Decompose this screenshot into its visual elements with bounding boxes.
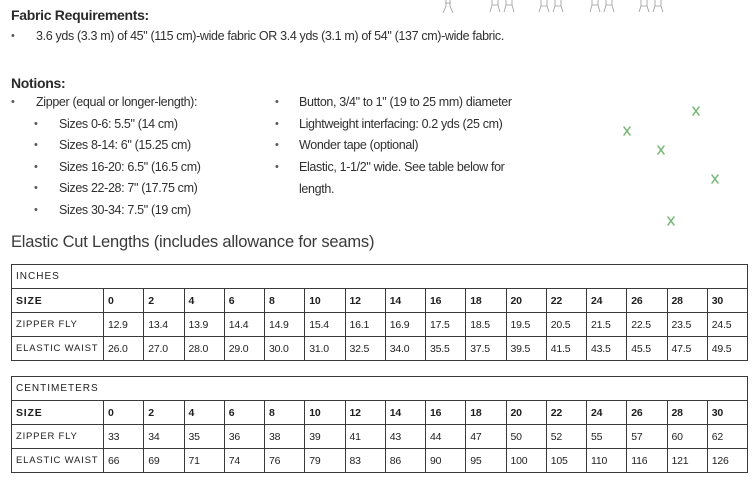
value-cell: 34.0	[385, 337, 425, 361]
value-cell: 29.0	[224, 337, 264, 361]
size-cell: 4	[184, 401, 224, 425]
notion-zipper: Zipper (equal or longer-length):	[36, 95, 198, 109]
elastic-table-centimeters	[11, 376, 748, 473]
value-cell: 52	[546, 425, 586, 449]
size-cell: 24	[587, 289, 627, 313]
unit-label: CENTIMETERS	[12, 377, 748, 401]
table-row	[12, 313, 748, 337]
size-cell: 20	[506, 289, 546, 313]
size-cell: 26	[627, 401, 667, 425]
value-cell: 23.5	[667, 313, 707, 337]
value-cell: 22.5	[627, 313, 667, 337]
size-cell: 4	[184, 289, 224, 313]
value-cell: 28.0	[184, 337, 224, 361]
value-cell: 43.5	[587, 337, 627, 361]
value-cell: 100	[506, 449, 546, 473]
x-mark-icon	[664, 214, 678, 228]
size-cell: 0	[104, 401, 144, 425]
size-cell: 8	[265, 289, 305, 313]
notion-item: Wonder tape (optional)	[299, 138, 419, 152]
value-cell: 12.9	[104, 313, 144, 337]
value-cell: 16.1	[345, 313, 385, 337]
value-cell: 30.0	[265, 337, 305, 361]
bullet-icon: •	[275, 96, 279, 108]
size-cell: 14	[385, 401, 425, 425]
size-cell: 22	[546, 401, 586, 425]
size-cell: 6	[224, 289, 264, 313]
garment-figure-icon	[636, 0, 666, 13]
value-cell: 90	[426, 449, 466, 473]
x-mark-icon	[689, 104, 703, 118]
bullet-icon: •	[34, 161, 38, 173]
garment-figure-icon	[588, 0, 618, 13]
value-cell: 95	[466, 449, 506, 473]
value-cell: 57	[627, 425, 667, 449]
value-cell: 36	[224, 425, 264, 449]
value-cell: 66	[104, 449, 144, 473]
fabric-requirements-heading: Fabric Requirements:	[11, 7, 149, 23]
value-cell: 32.5	[345, 337, 385, 361]
size-cell: 20	[506, 401, 546, 425]
value-cell: 76	[265, 449, 305, 473]
x-mark-icon	[654, 143, 668, 157]
bullet-icon: •	[34, 118, 38, 130]
zipper-size-item: Sizes 22-28: 7" (17.75 cm)	[59, 181, 198, 195]
value-cell: 19.5	[506, 313, 546, 337]
value-cell: 50	[506, 425, 546, 449]
value-cell: 62	[707, 425, 747, 449]
value-cell: 41.5	[546, 337, 586, 361]
size-cell: 16	[426, 401, 466, 425]
value-cell: 69	[144, 449, 184, 473]
bullet-icon: •	[34, 139, 38, 151]
value-cell: 121	[667, 449, 707, 473]
value-cell: 126	[707, 449, 747, 473]
size-cell: 2	[144, 401, 184, 425]
size-cell: 8	[265, 401, 305, 425]
size-cell: 18	[466, 289, 506, 313]
value-cell: 27.0	[144, 337, 184, 361]
x-mark-icon	[620, 124, 634, 138]
zipper-size-item: Sizes 30-34: 7.5" (19 cm)	[59, 203, 191, 217]
value-cell: 105	[546, 449, 586, 473]
garment-figure-icon	[438, 0, 468, 13]
value-cell: 15.4	[305, 313, 345, 337]
size-cell: 2	[144, 289, 184, 313]
size-cell: 12	[345, 401, 385, 425]
table-row	[12, 449, 748, 473]
elastic-cut-lengths-title: Elastic Cut Lengths (includes allowance for seams)	[11, 233, 375, 251]
value-cell: 14.9	[265, 313, 305, 337]
garment-figure-icon	[488, 0, 518, 13]
value-cell: 49.5	[707, 337, 747, 361]
value-cell: 26.0	[104, 337, 144, 361]
notions-heading: Notions:	[11, 75, 66, 91]
size-cell: 12	[345, 289, 385, 313]
notion-item: Lightweight interfacing: 0.2 yds (25 cm)	[299, 117, 503, 131]
elastic-table-inches	[11, 264, 748, 361]
bullet-icon: •	[275, 118, 279, 130]
value-cell: 16.9	[385, 313, 425, 337]
value-cell: 21.5	[587, 313, 627, 337]
zipper-size-item: Sizes 8-14: 6" (15.25 cm)	[59, 138, 191, 152]
garment-figures	[436, 0, 676, 14]
value-cell: 71	[184, 449, 224, 473]
size-label: SIZE	[12, 401, 104, 425]
unit-row	[12, 377, 748, 401]
bullet-icon: •	[275, 161, 279, 173]
bullet-icon: •	[34, 204, 38, 216]
value-cell: 18.5	[466, 313, 506, 337]
value-cell: 39.5	[506, 337, 546, 361]
value-cell: 31.0	[305, 337, 345, 361]
bullet-icon: •	[275, 139, 279, 151]
value-cell: 55	[587, 425, 627, 449]
value-cell: 110	[587, 449, 627, 473]
bullet-icon: •	[34, 182, 38, 194]
value-cell: 83	[345, 449, 385, 473]
bullet-icon: •	[11, 30, 15, 42]
value-cell: 14.4	[224, 313, 264, 337]
value-cell: 47.5	[667, 337, 707, 361]
notion-item-continued: length.	[299, 182, 335, 196]
value-cell: 45.5	[627, 337, 667, 361]
value-cell: 38	[265, 425, 305, 449]
value-cell: 33	[104, 425, 144, 449]
notion-item: Button, 3/4" to 1" (19 to 25 mm) diameter	[299, 95, 512, 109]
value-cell: 60	[667, 425, 707, 449]
size-cell: 10	[305, 289, 345, 313]
size-cell: 22	[546, 289, 586, 313]
size-cell: 14	[385, 289, 425, 313]
value-cell: 20.5	[546, 313, 586, 337]
size-label: SIZE	[12, 289, 104, 313]
size-cell: 28	[667, 289, 707, 313]
bullet-icon: •	[11, 96, 15, 108]
zipper-size-item: Sizes 16-20: 6.5" (16.5 cm)	[59, 160, 201, 174]
value-cell: 86	[385, 449, 425, 473]
value-cell: 74	[224, 449, 264, 473]
value-cell: 41	[345, 425, 385, 449]
size-cell: 10	[305, 401, 345, 425]
size-cell: 16	[426, 289, 466, 313]
size-cell: 26	[627, 289, 667, 313]
value-cell: 39	[305, 425, 345, 449]
value-cell: 43	[385, 425, 425, 449]
value-cell: 13.9	[184, 313, 224, 337]
value-cell: 17.5	[426, 313, 466, 337]
unit-row	[12, 265, 748, 289]
size-cell: 28	[667, 401, 707, 425]
unit-label: INCHES	[12, 265, 748, 289]
value-cell: 37.5	[466, 337, 506, 361]
value-cell: 13.4	[144, 313, 184, 337]
notion-item: Elastic, 1-1/2" wide. See table below for	[299, 160, 505, 174]
value-cell: 35	[184, 425, 224, 449]
value-cell: 79	[305, 449, 345, 473]
x-mark-icon	[708, 172, 722, 186]
size-cell: 30	[707, 289, 747, 313]
size-cell: 6	[224, 401, 264, 425]
size-header-row	[12, 401, 748, 425]
row-label: ELASTIC WAIST	[12, 449, 104, 473]
table-row	[12, 425, 748, 449]
row-label: ZIPPER FLY	[12, 313, 104, 337]
value-cell: 116	[627, 449, 667, 473]
value-cell: 35.5	[426, 337, 466, 361]
garment-figure-icon	[538, 0, 568, 13]
size-cell: 30	[707, 401, 747, 425]
table-row	[12, 337, 748, 361]
size-cell: 18	[466, 401, 506, 425]
value-cell: 34	[144, 425, 184, 449]
row-label: ELASTIC WAIST	[12, 337, 104, 361]
zipper-size-item: Sizes 0-6: 5.5" (14 cm)	[59, 117, 178, 131]
size-header-row	[12, 289, 748, 313]
size-cell: 24	[587, 401, 627, 425]
value-cell: 44	[426, 425, 466, 449]
value-cell: 24.5	[707, 313, 747, 337]
fabric-requirement-text: 3.6 yds (3.3 m) of 45" (115 cm)-wide fabric OR 3.4 yds (3.1 m) of 54" (137 cm)-wide fabric.	[36, 29, 504, 43]
value-cell: 47	[466, 425, 506, 449]
size-cell: 0	[104, 289, 144, 313]
row-label: ZIPPER FLY	[12, 425, 104, 449]
